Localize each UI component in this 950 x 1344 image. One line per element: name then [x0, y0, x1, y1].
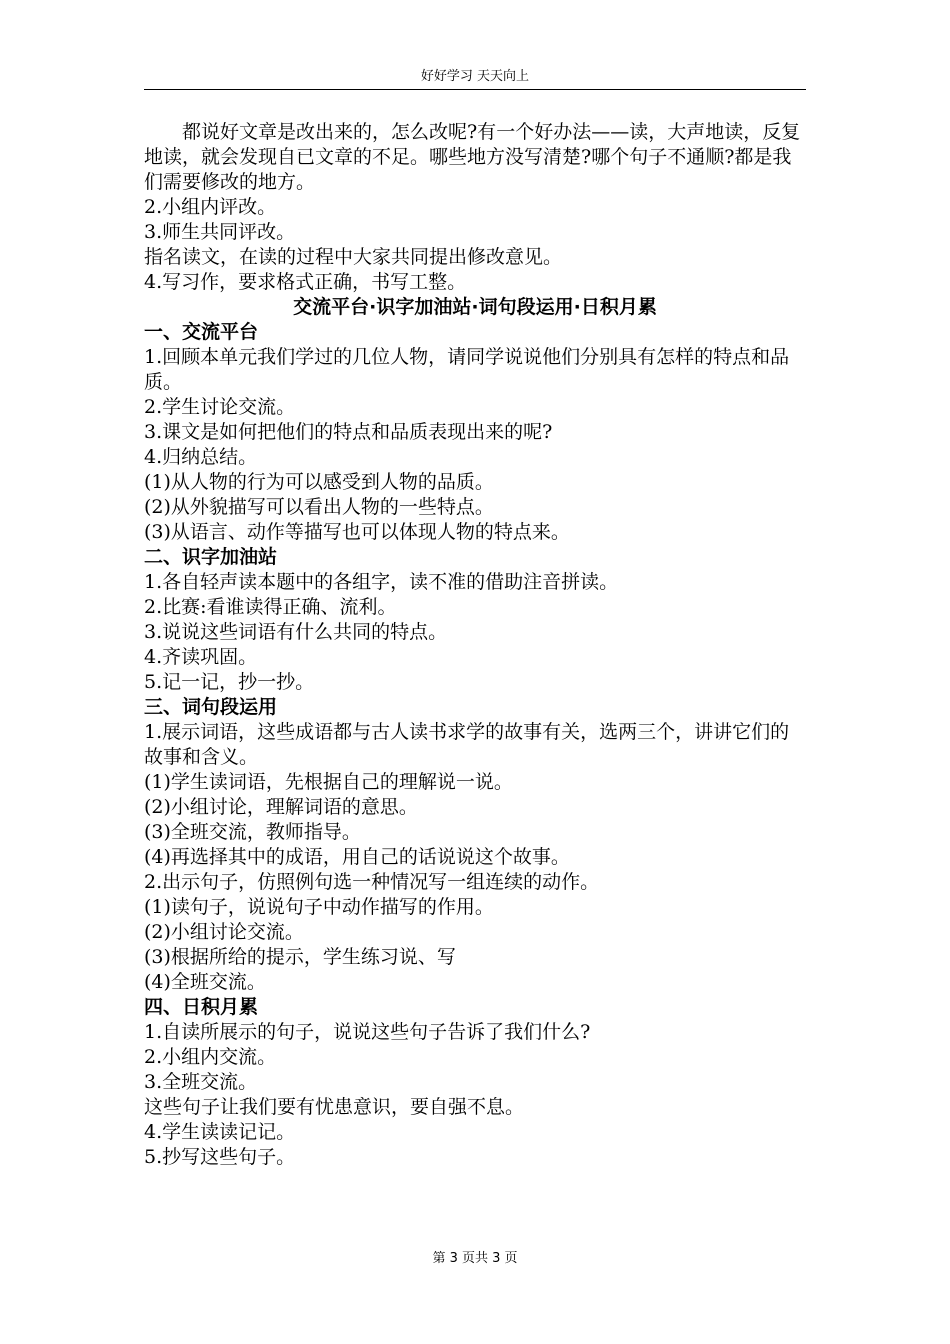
- body-line: 4.写习作，要求格式正确，书写工整。: [144, 271, 467, 293]
- body-line: 3.说说这些词语有什么共同的特点。: [144, 621, 448, 643]
- body-line: 4.归纳总结。: [144, 446, 258, 468]
- body-line: 1.回顾本单元我们学过的几位人物，请同学说说他们分别具有怎样的特点和品质。: [144, 346, 790, 393]
- page-header: 好好学习 天天向上: [420, 69, 530, 84]
- body-line: 4.学生读读记记。: [144, 1121, 296, 1143]
- body-line: (1)从人物的行为可以感受到人物的品质。: [144, 471, 494, 493]
- body-line: 5.记一记，抄一抄。: [144, 671, 315, 693]
- body-line: (4)再选择其中的成语，用自己的话说说这个故事。: [144, 846, 570, 868]
- section-heading-4: 四、日积月累: [144, 996, 259, 1018]
- page-footer: 第 3 页共 3 页: [432, 1251, 518, 1266]
- body-line: (3)根据所给的提示，学生练习说、写: [144, 946, 456, 968]
- section-heading-3: 三、词句段运用: [144, 696, 278, 718]
- body-line: (3)从语言、动作等描写也可以体现人物的特点来。: [144, 521, 570, 543]
- body-line: 这些句子让我们要有忧患意识，要自强不息。: [144, 1096, 525, 1118]
- section-heading-2: 二、识字加油站: [144, 546, 278, 568]
- body-line: 3.师生共同评改。: [144, 221, 296, 243]
- body-line: 5.抄写这些句子。: [144, 1146, 296, 1168]
- body-line: 3.全班交流。: [144, 1071, 258, 1093]
- body-line: 1.各自轻声读本题中的各组字，读不准的借助注音拼读。: [144, 571, 619, 593]
- body-line: 2.出示句子，仿照例句选一种情况写一组连续的动作。: [144, 871, 600, 893]
- header-rule: [144, 89, 806, 90]
- body-line: (2)小组讨论，理解词语的意思。: [144, 796, 418, 818]
- body-line: 2.小组内交流。: [144, 1046, 277, 1068]
- body-line: (3)全班交流，教师指导。: [144, 821, 361, 843]
- body-line: 3.课文是如何把他们的特点和品质表现出来的呢?: [144, 421, 553, 443]
- body-line: 1.自读所展示的句子，说说这些句子告诉了我们什么?: [144, 1021, 591, 1043]
- body-line: 2.小组内评改。: [144, 196, 277, 218]
- body-line: (1)读句子，说说句子中动作描写的作用。: [144, 896, 494, 918]
- body-line: 4.齐读巩固。: [144, 646, 258, 668]
- body-line: (1)学生读词语，先根据自己的理解说一说。: [144, 771, 513, 793]
- body-line: 2.比赛:看谁读得正确、流利。: [144, 596, 397, 618]
- section-heading-1: 一、交流平台: [144, 321, 259, 343]
- body-line: 1.展示词语，这些成语都与古人读书求学的故事有关，选两三个，讲讲它们的故事和含义。: [144, 721, 790, 768]
- body-line: 指名读文，在读的过程中大家共同提出修改意见。: [144, 246, 563, 268]
- intro-paragraph: 都说好文章是改出来的，怎么改呢?有一个好办法——读，大声地读，反复地读，就会发现自已文章的不足。哪些地方没写清楚?哪个句子不通顺?都是我们需要修改的地方。: [144, 121, 801, 193]
- document-body: [144, 120, 806, 1170]
- body-line: (4)全班交流。: [144, 971, 266, 993]
- body-line: (2)从外貌描写可以看出人物的一些特点。: [144, 496, 494, 518]
- section-title: 交流平台·识字加油站·词句段运用·日积月累: [293, 296, 657, 318]
- body-line: 2.学生讨论交流。: [144, 396, 296, 418]
- body-line: (2)小组讨论交流。: [144, 921, 304, 943]
